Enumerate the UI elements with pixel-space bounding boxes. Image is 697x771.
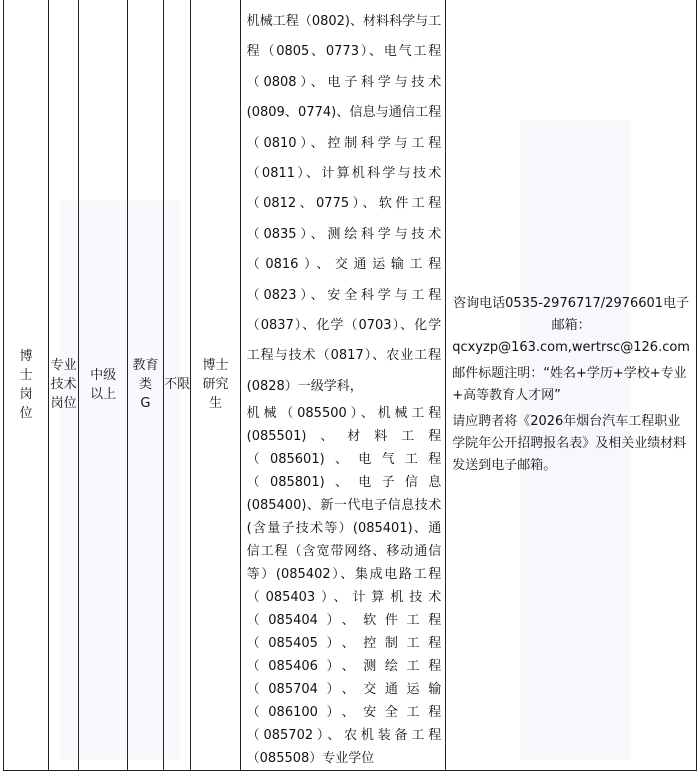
post-type-line: 岗位 [50, 396, 77, 412]
post-type-line: 技术 [50, 377, 77, 393]
contact-phone-email: 咨询电话0535-2976717/2976601电子邮箱：qcxyzp@163.com,wertrsc@126.com [452, 295, 690, 355]
recruitment-table [3, 0, 697, 771]
post-type-cell [49, 0, 79, 771]
post-category-cell [4, 0, 49, 771]
contact-cell [446, 0, 697, 771]
major-academic: 机械工程（0802)、材料科学与工程（0805、0773）、电气工程（0808）、电子科学与技术(0809、0774)、信息与通信工程（0810）、控制科学与工程（0811）、计算机科学与技术（0812、0775）、软件工程（0835）、测绘科学与技术（0816）、交通运输工程（0823）、安全科学与工程（0837）、化学（0703）、化学工程与技术（0817）、农业工程(0828）一级学科， [246, 14, 442, 394]
education-line: 研究 [202, 377, 229, 393]
post-category-char: 士 [19, 367, 33, 383]
education-line: 博士 [202, 358, 229, 374]
table-row [4, 0, 697, 771]
post-category-char: 博 [19, 348, 33, 364]
major-professional: 机械（085500）、机械工程(085501)、材料工程（085601)、电气工程（085801)、电子信息(085400)、新一代电子信息技术(含量子技术等）(085401)、通信工程（含宽带网络、移动通信等）(085402）、集成电路工程（085403）、计算机技术（085404）、软件工程（085405）、控制工程（085406）、测绘工程（085704）、交通运输（086100）、安全工程（085702）、农机装备工程（085508）专业学位 [246, 406, 442, 767]
email-subject-note: 邮件标题注明：“姓名+学历+学校+专业+高等教育人才网” [452, 365, 687, 403]
major-cell [240, 0, 446, 771]
age-requirement: 不限 [164, 377, 191, 393]
title-level-cell [78, 0, 127, 771]
post-category-char: 位 [19, 405, 33, 421]
title-level-line: 中级 [90, 367, 117, 383]
post-category [4, 347, 48, 423]
title-level-line: 以上 [90, 386, 117, 402]
post-class-line: 类 [138, 377, 152, 393]
education-cell [191, 0, 240, 771]
submission-note: 请应聘者将《2026年烟台汽车工程职业学院年公开招聘报名表》及相关业绩材料发送到电子邮箱。 [452, 413, 687, 473]
post-category-char: 岗 [19, 386, 33, 402]
post-class-line: 教育 [132, 358, 159, 374]
education-line: 生 [209, 396, 223, 412]
age-cell [163, 0, 191, 771]
post-class-cell [128, 0, 164, 771]
post-class-line: G [140, 396, 151, 412]
post-type-line: 专业 [50, 358, 77, 374]
